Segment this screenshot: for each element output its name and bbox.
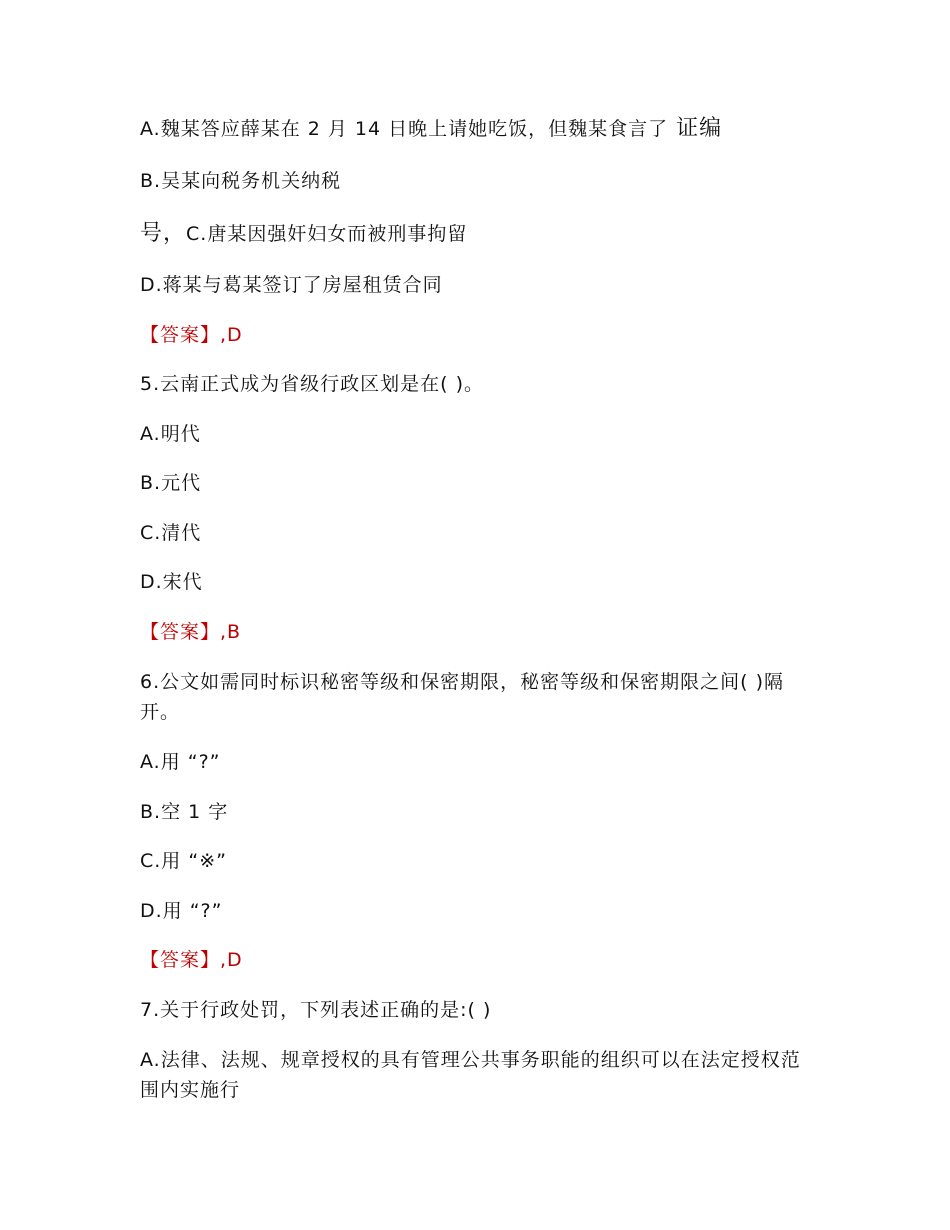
q6-option-c: C.用 “※” [140,850,227,872]
q4-answer: 【答案】,D [140,324,243,346]
q5-option-b: B.元代 [140,472,202,494]
q5-question: 5.云南正式成为省级行政区划是在( )。 [140,373,484,395]
q4-option-a-suffix: 证编 [668,116,723,141]
q4-option-b: B.吴某向税务机关纳税 [140,170,342,192]
q7-question: 7.关于行政处罚，下列表述正确的是:( ) [140,999,492,1021]
q6-answer: 【答案】,D [140,949,243,971]
q4-option-a-text: A.魏某答应薛某在 2 月 14 日晚上请她吃饭，但魏某食言了 [140,118,669,140]
q7-option-a: A.法律、法规、规章授权的具有管理公共事务职能的组织可以在法定授权范围内实施行 [140,1049,801,1101]
q4-option-d: D.蒋某与葛某签订了房屋租赁合同 [140,274,443,296]
q4-option-c-prefix: 号， [140,221,187,246]
q4-option-c-text: C.唐某因强奸妇女而被刑事拘留 [186,223,468,245]
q6-option-a: A.用 “?” [140,751,221,773]
q4-option-c [140,219,830,249]
q6-option-d: D.用 “?” [140,900,223,922]
q5-answer: 【答案】,B [140,621,242,643]
q5-option-a: A.明代 [140,423,201,445]
q5-option-d: D.宋代 [140,571,203,593]
q6-option-b: B.空 1 字 [140,801,229,823]
q6-question: 6.公文如需同时标识秘密等级和保密期限，秘密等级和保密期限之间( )隔开。 [140,671,784,723]
q4-option-a [140,114,830,144]
q5-option-c: C.清代 [140,522,202,544]
